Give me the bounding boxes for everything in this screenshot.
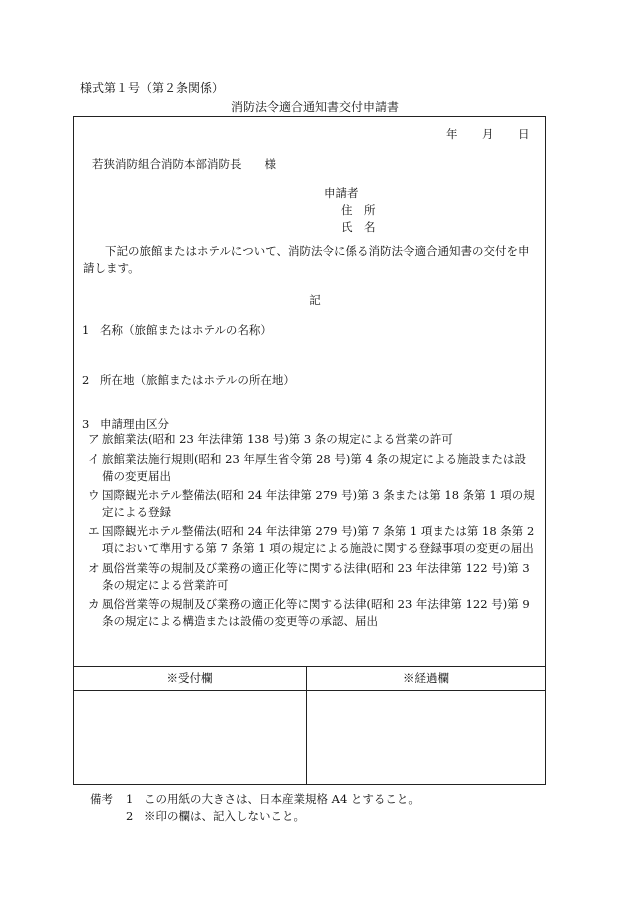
section-number: 1	[82, 323, 90, 337]
section-number: 2	[82, 373, 90, 387]
date-day-label: 日	[518, 127, 530, 141]
note-number: 1	[126, 792, 134, 806]
reason-item-ka	[88, 596, 536, 631]
reason-item-u	[88, 487, 536, 522]
note-item	[126, 808, 305, 825]
reason-item-a	[88, 431, 536, 448]
note-number: 2	[126, 809, 134, 823]
addressee: 若狭消防組合消防本部消防長 様	[92, 157, 276, 171]
note-item	[126, 791, 420, 808]
section-title: 名称（旅館またはホテルの名称）	[100, 323, 272, 337]
reason-marker: オ	[88, 561, 100, 575]
progress-column-header: ※経過欄	[403, 671, 449, 685]
address-label: 住 所	[341, 203, 376, 217]
table-header-rule	[73, 690, 546, 691]
reason-marker: エ	[88, 524, 100, 538]
reason-marker: ア	[88, 432, 100, 446]
section-title: 所在地（旅館またはホテルの所在地）	[100, 373, 295, 387]
reason-text: 国際観光ホテル整備法(昭和 24 年法律第 279 号)第 7 条第 1 項または第 18 条第 2 項において準用する第 7 条第 1 項の規定による施設に関する登録事項の変更の届出	[102, 524, 535, 556]
reason-text: 旅館業法(昭和 23 年法律第 138 号)第 3 条の規定による営業の許可	[102, 432, 453, 446]
reason-marker: カ	[88, 597, 100, 611]
name-label: 氏 名	[341, 220, 376, 234]
date-year-label: 年	[446, 127, 458, 141]
reason-item-o	[88, 560, 536, 595]
reason-marker: イ	[88, 452, 100, 466]
reason-item-i	[88, 451, 536, 486]
reason-text: 国際観光ホテル整備法(昭和 24 年法律第 279 号)第 3 条または第 18 条第 1 項の規定による登録	[102, 488, 535, 520]
notes-label: 備考	[90, 792, 113, 806]
ki-heading: 記	[309, 293, 321, 307]
section-number: 3	[82, 417, 90, 431]
section-title: 申請理由区分	[100, 417, 169, 431]
reason-text: 風俗営業等の規制及び業務の適正化等に関する法律(昭和 23 年法律第 122 号)第 9 条の規定による構造または設備の変更等の承認、届出	[102, 597, 530, 629]
section-name	[82, 322, 272, 339]
document-title: 消防法令適合通知書交付申請書	[230, 100, 399, 114]
reason-marker: ウ	[88, 488, 100, 502]
form-number: 様式第１号（第２条関係）	[80, 81, 225, 95]
request-body-text: 下記の旅館またはホテルについて、消防法令に係る消防法令適合通知書の交付を申請します。	[83, 244, 530, 276]
applicant-label: 申請者	[324, 186, 359, 200]
reason-item-e	[88, 523, 536, 558]
section-location	[82, 372, 295, 389]
reason-text: 風俗営業等の規制及び業務の適正化等に関する法律(昭和 23 年法律第 122 号)第 3 条の規定による営業許可	[102, 561, 530, 593]
date-line	[446, 126, 530, 143]
note-text: ※印の欄は、記入しないこと。	[144, 809, 305, 823]
table-top-rule	[73, 666, 546, 667]
date-month-label: 月	[482, 127, 494, 141]
reason-text: 旅館業法施行規則(昭和 23 年厚生省令第 28 号)第 4 条の規定による施設または設備の変更届出	[102, 452, 526, 484]
note-text: この用紙の大きさは、日本産業規格 A4 とすること。	[144, 792, 420, 806]
reception-column-header: ※受付欄	[166, 671, 213, 685]
